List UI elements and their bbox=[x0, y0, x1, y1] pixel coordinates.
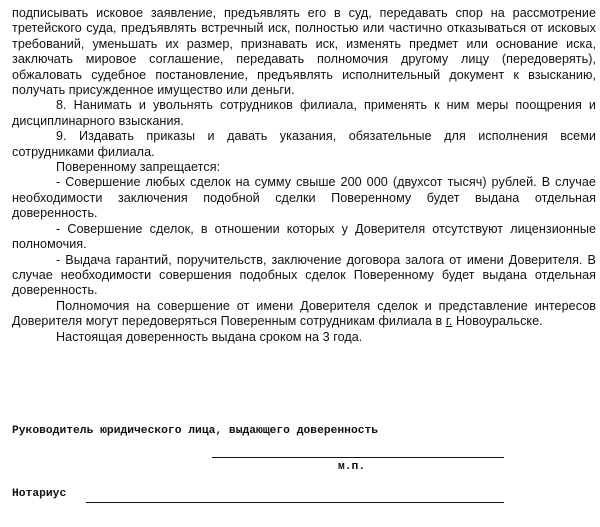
paragraph-prohibitions-heading: Поверенному запрещается: bbox=[56, 160, 221, 175]
city-abbrev: г. bbox=[445, 314, 453, 329]
stamp-label: м.п. bbox=[338, 461, 366, 473]
paragraph-term: Настоящая доверенность выдана сроком на 3 года. bbox=[56, 329, 363, 344]
paragraph-delegation bbox=[12, 299, 596, 330]
paragraph-powers-continued: подписывать исковое заявление, предъявлять его в суд, передавать спор на рассмотрение третейского суда, предъявлять встречный иск, полностью или частично отказываться от исковых требований, уменьшать их размер, признавать иск, изменять предмет или основание иска, заключать мировое соглашение, передавать полномочия другому лицу (передоверять), обжаловать судебное постановление, предъявлять исполнительный документ к взысканию, получать присужденное имущество или деньги. bbox=[12, 6, 596, 98]
paragraph-item-8: 8. Нанимать и увольнять сотрудников филиала, применять к ним меры поощрения и дисциплинарного взыскания. bbox=[12, 98, 596, 128]
paragraph-item-9: 9. Издавать приказы и давать указания, обязательные для исполнения всеми сотрудниками филиала. bbox=[12, 129, 596, 159]
paragraph-prohibition-2: - Совершение сделок, в отношении которых у Доверителя отсутствуют лицензионные полномочия. bbox=[12, 221, 596, 252]
delegation-text: Полномочия на совершение от имени Доверителя сделок и представление интересов Доверителя могут передоверяться Поверенным сотрудникам филиала в bbox=[12, 298, 596, 329]
document-body bbox=[12, 6, 596, 345]
notary-label: Нотариус bbox=[12, 488, 67, 500]
notary-signature-line bbox=[86, 502, 504, 503]
delegation-city: Новоуральске. bbox=[452, 314, 543, 329]
head-signature-line bbox=[212, 457, 504, 458]
paragraph-prohibition-1: - Совершение любых сделок на сумму свыше 200 000 (двухсот тысяч) рублей. В случае необходимости заключения подобной сделки Поверенному будет выдана отдельная доверенность. bbox=[12, 175, 596, 221]
head-signature-label: Руководитель юридического лица, выдающего доверенность bbox=[12, 425, 379, 437]
paragraph-prohibition-3: - Выдача гарантий, поручительств, заключение договора залога от имени Доверителя. В случае необходимости совершения подобных сделок Поверенному будет выдана отдельная доверенность. bbox=[12, 252, 596, 298]
